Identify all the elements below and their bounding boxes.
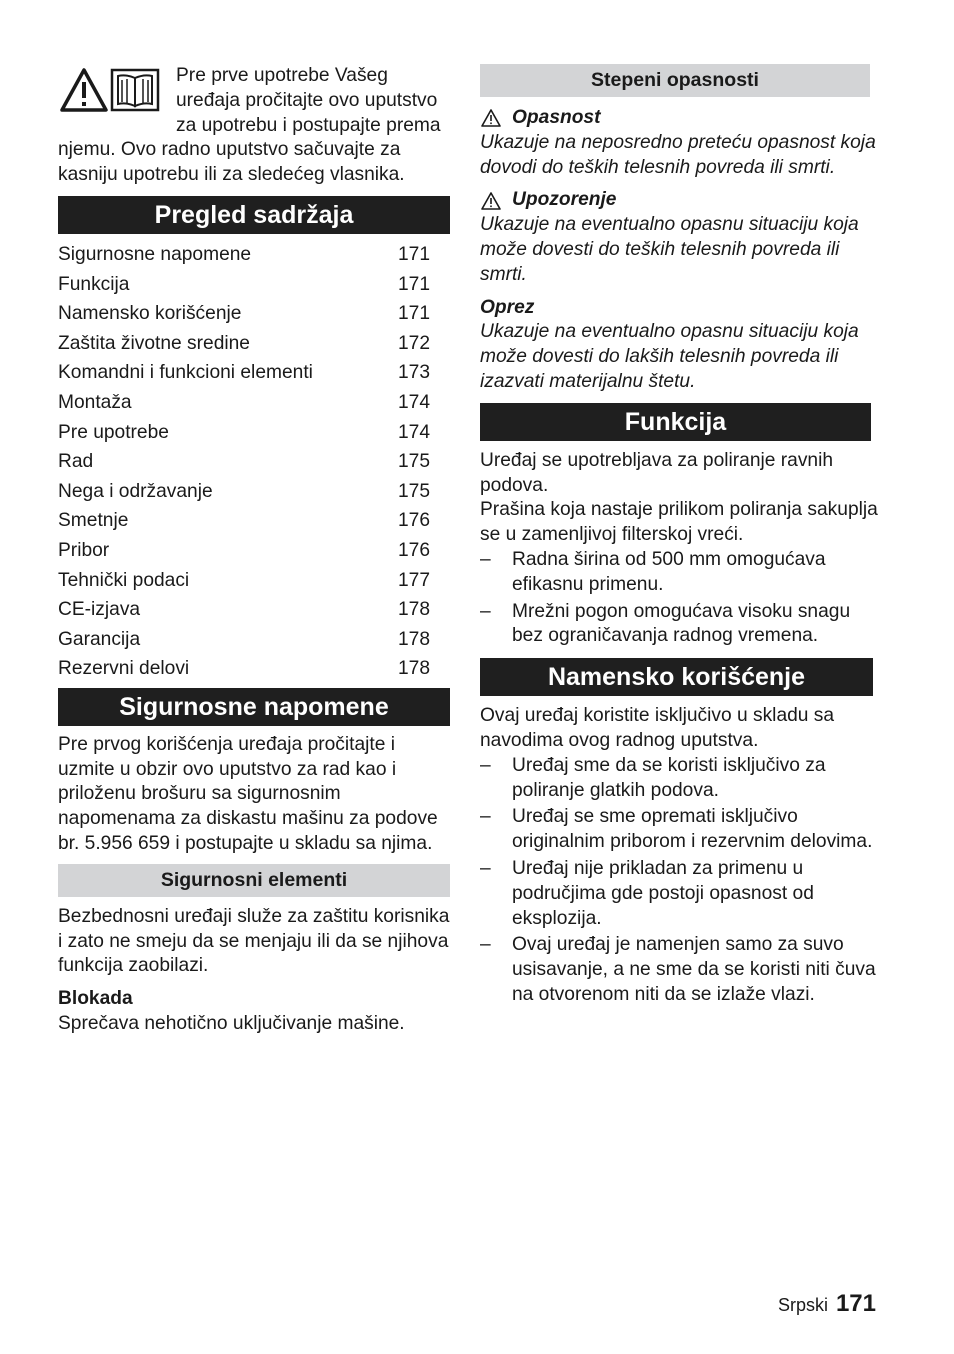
toc-item-page: 176 (397, 539, 430, 561)
toc-item-page: 172 (397, 332, 430, 354)
manual-book-icon (112, 70, 158, 110)
intended-use-title: Namensko korišćenje (480, 658, 873, 696)
intro-text: Pre prve upotrebe Vašeg uređaja pročitajte ovo uputstvo za upotrebu i postupajte prema njemu. Ovo radno uputstvo sačuvajte za kasniju upotrebu ili za sledećeg vlasnika. (58, 65, 441, 186)
right-column (480, 64, 878, 1010)
toc-item-label: Namensko korišćenje (58, 303, 242, 325)
safety-text: Pre prvog korišćenja uređaja pročitajte i uzmite u obzir ovo uputstvo za rad kao i priloženu brošuru sa sigurnosnim napomenama za diskastu mašinu za podove br. 5.956 659 i postupajte u skladu sa njima. (58, 733, 438, 855)
danger-levels-title: Stepeni opasnosti (480, 64, 870, 97)
list-item-text: Uređaj se sme opremati isključivo originalnim priborom i rezervnim delovima. (512, 806, 873, 853)
dash-bullet: – (480, 857, 491, 879)
toc-item-label: Smetnje (58, 510, 129, 532)
toc-item-label: Rad (58, 451, 94, 473)
toc-list (58, 240, 450, 684)
list-item-text: Radna širina od 500 mm omogućava efikasnu primenu. (512, 548, 826, 595)
toc-item-page: 173 (397, 362, 430, 384)
dash-bullet: – (480, 934, 491, 956)
toc-item-label: Pribor (58, 539, 110, 561)
function-text-1: Uređaj se upotrebljava za poliranje ravnih podova. (480, 449, 834, 496)
toc-item (58, 477, 450, 507)
safety-elements-text: Bezbednosni uređaji služe za zaštitu korisnika i zato ne smeju da se menjaju ili da se njihova funkcija zaobilazi. (58, 905, 450, 977)
list-item-text: Mrežni pogon omogućava visoku snagu bez ograničavanja radnog vremena. (512, 600, 851, 647)
list-item (480, 857, 878, 931)
danger-level-oprez (480, 296, 878, 395)
danger-level-label: Oprez (480, 296, 535, 318)
toc-item-label: Sigurnosne napomene (58, 243, 252, 265)
list-item (480, 754, 878, 804)
toc-item-page: 178 (397, 628, 430, 650)
footer-language: Srpski (777, 1295, 828, 1315)
safety-elements-title: Sigurnosni elementi (58, 864, 450, 897)
list-item (480, 933, 878, 1007)
toc-item-page: 171 (397, 243, 430, 265)
intended-use-text: Ovaj uređaj koristite isključivo u skladu sa navodima ovog radnog uputstva. (480, 705, 835, 751)
toc-item-label: Pre upotrebe (58, 421, 169, 443)
toc-item-label: Tehnički podaci (58, 569, 190, 591)
safety-title: Sigurnosne napomene (58, 688, 450, 726)
list-item (480, 805, 878, 855)
toc-item-label: Rezervni delovi (58, 658, 190, 680)
danger-level-label: Opasnost (512, 107, 601, 128)
intended-use-bullets (480, 754, 878, 1008)
dash-bullet: – (480, 600, 491, 622)
danger-level-text: Ukazuje na neposredno preteću opasnost koja dovodi do teških telesnih povreda ili smrti. (480, 131, 876, 178)
function-text-2: Prašina koja nastaje prilikom poliranja sakuplja se u zamenljivoj filterskoj vreći. (480, 499, 878, 546)
left-column (58, 64, 450, 1037)
warning-triangle-icon (480, 191, 502, 211)
toc-item (58, 358, 450, 388)
warning-triangle-icon (480, 108, 502, 128)
toc-item-page: 178 (397, 599, 430, 621)
dash-bullet: – (480, 754, 491, 776)
toc-item-page: 177 (397, 569, 430, 591)
intro-icons (58, 66, 168, 118)
toc-item-label: Funkcija (58, 273, 130, 295)
page-footer (778, 1290, 876, 1318)
toc-item-page: 171 (397, 303, 430, 325)
block-label: Blokada (58, 988, 133, 1010)
toc-item-page: 175 (397, 480, 430, 502)
toc-item-label: Zaštita životne sredine (58, 332, 250, 354)
toc-item (58, 536, 450, 566)
toc-item (58, 388, 450, 418)
toc-item (58, 595, 450, 625)
intro-block (58, 64, 450, 188)
list-item (480, 600, 878, 650)
function-bullets (480, 548, 878, 649)
dash-bullet: – (480, 548, 491, 570)
toc-item-page: 176 (397, 510, 430, 532)
list-item-text: Ovaj uređaj je namenjen samo za suvo usisavanje, a ne sme da se koristi niti čuva na otvorenom niti da se izlaže vlazi. (512, 934, 876, 1005)
list-item-text: Uređaj sme da se koristi isključivo za poliranje glatkih podova. (512, 754, 826, 801)
list-item (480, 548, 878, 598)
page-number: 171 (835, 1290, 876, 1317)
warning-triangle-icon (62, 70, 106, 110)
toc-item-page: 175 (397, 451, 430, 473)
toc-item (58, 240, 450, 270)
danger-level-text: Ukazuje na eventualno opasnu situaciju koja može dovesti do teških telesnih povreda ili smrti. (480, 214, 859, 285)
toc-item-label: CE-izjava (58, 599, 141, 621)
toc-item (58, 270, 450, 300)
toc-item (58, 625, 450, 655)
toc-item (58, 418, 450, 448)
toc-item-page: 171 (397, 273, 430, 295)
toc-item (58, 299, 450, 329)
dash-bullet: – (480, 806, 491, 828)
toc-item (58, 329, 450, 359)
list-item-text: Uređaj nije prikladan za primenu u područjima gde postoji opasnost od eksplozija. (512, 857, 814, 929)
danger-level-label: Upozorenje (512, 189, 617, 211)
block-text: Sprečava nehotično uključivanje mašine. (58, 1013, 405, 1035)
danger-level-opasnost (480, 106, 878, 180)
toc-item (58, 506, 450, 536)
toc-item (58, 447, 450, 477)
toc-title: Pregled sadržaja (58, 196, 450, 234)
toc-item-page: 178 (397, 658, 430, 680)
danger-level-upozorenje (480, 188, 878, 287)
toc-item-page: 174 (397, 421, 430, 443)
function-title: Funkcija (480, 403, 871, 441)
toc-item-label: Komandni i funkcioni elementi (58, 362, 313, 384)
toc-item (58, 654, 450, 684)
danger-level-text: Ukazuje na eventualno opasnu situaciju koja može dovesti do lakših telesnih povreda ili izazvati materijalnu štetu. (480, 321, 859, 392)
toc-item-label: Montaža (58, 391, 132, 413)
toc-item (58, 566, 450, 596)
toc-item-label: Garancija (58, 628, 141, 650)
toc-item-label: Nega i održavanje (58, 480, 213, 502)
toc-item-page: 174 (397, 391, 430, 413)
